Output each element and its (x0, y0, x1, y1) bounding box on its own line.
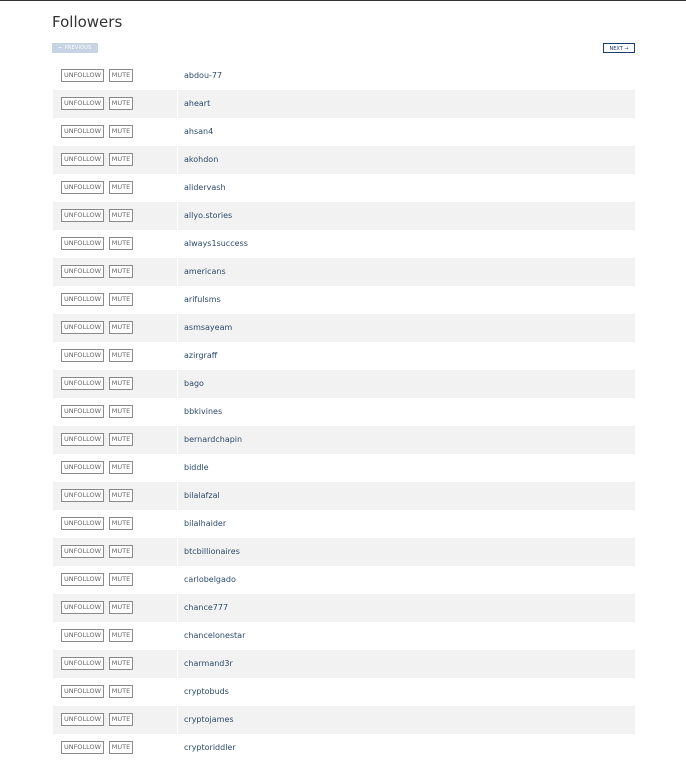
follower-username-link[interactable]: charmand3r (184, 659, 233, 668)
follower-row (53, 566, 635, 594)
column-divider (177, 286, 178, 314)
mute-button[interactable]: MUTE (109, 601, 133, 614)
unfollow-button[interactable]: UNFOLLOW (61, 265, 104, 278)
column-divider (177, 566, 178, 594)
column-divider (177, 594, 178, 622)
mute-button[interactable]: MUTE (109, 517, 133, 530)
mute-button[interactable]: MUTE (109, 293, 133, 306)
follower-username-link[interactable]: btcbillionaires (184, 547, 240, 556)
follower-row (53, 482, 635, 510)
unfollow-button[interactable]: UNFOLLOW (61, 153, 104, 166)
follower-username-link[interactable]: biddle (184, 463, 209, 472)
follower-username-link[interactable]: alidervash (184, 183, 226, 192)
follower-row (53, 146, 635, 174)
column-divider (177, 734, 178, 762)
follower-row (53, 202, 635, 230)
unfollow-button[interactable]: UNFOLLOW (61, 517, 104, 530)
mute-button[interactable]: MUTE (109, 573, 133, 586)
follower-username-link[interactable]: ahsan4 (184, 127, 214, 136)
mute-button[interactable]: MUTE (109, 741, 133, 754)
next-page-button[interactable]: NEXT → (603, 43, 635, 53)
followers-list (53, 62, 635, 762)
unfollow-button[interactable]: UNFOLLOW (61, 489, 104, 502)
follower-username-link[interactable]: cryptojames (184, 715, 234, 724)
follower-username-link[interactable]: azirgraff (184, 351, 218, 360)
mute-button[interactable]: MUTE (109, 713, 133, 726)
unfollow-button[interactable]: UNFOLLOW (61, 69, 104, 82)
follower-row (53, 90, 635, 118)
unfollow-button[interactable]: UNFOLLOW (61, 573, 104, 586)
follower-username-link[interactable]: chancelonestar (184, 631, 246, 640)
follower-username-link[interactable]: bago (184, 379, 204, 388)
follower-username-link[interactable]: cryptoriddler (184, 743, 236, 752)
unfollow-button[interactable]: UNFOLLOW (61, 97, 104, 110)
unfollow-button[interactable]: UNFOLLOW (61, 601, 104, 614)
previous-page-button[interactable]: ← PREVIOUS (52, 43, 98, 53)
unfollow-button[interactable]: UNFOLLOW (61, 713, 104, 726)
follower-username-link[interactable]: bernardchapin (184, 435, 243, 444)
follower-row (53, 370, 635, 398)
unfollow-button[interactable]: UNFOLLOW (61, 125, 104, 138)
follower-username-link[interactable]: bilalafzal (184, 491, 220, 500)
column-divider (177, 202, 178, 230)
unfollow-button[interactable]: UNFOLLOW (61, 545, 104, 558)
unfollow-button[interactable]: UNFOLLOW (61, 657, 104, 670)
column-divider (177, 426, 178, 454)
unfollow-button[interactable]: UNFOLLOW (61, 433, 104, 446)
follower-username-link[interactable]: chance777 (184, 603, 229, 612)
follower-username-link[interactable]: arifulsms (184, 295, 221, 304)
unfollow-button[interactable]: UNFOLLOW (61, 293, 104, 306)
unfollow-button[interactable]: UNFOLLOW (61, 405, 104, 418)
follower-row (53, 650, 635, 678)
follower-username-link[interactable]: always1success (184, 239, 248, 248)
column-divider (177, 230, 178, 258)
mute-button[interactable]: MUTE (109, 433, 133, 446)
unfollow-button[interactable]: UNFOLLOW (61, 209, 104, 222)
column-divider (177, 90, 178, 118)
unfollow-button[interactable]: UNFOLLOW (61, 349, 104, 362)
follower-username-link[interactable]: cryptobuds (184, 687, 229, 696)
unfollow-button[interactable]: UNFOLLOW (61, 321, 104, 334)
mute-button[interactable]: MUTE (109, 461, 133, 474)
follower-row (53, 62, 635, 90)
mute-button[interactable]: MUTE (109, 657, 133, 670)
follower-row (53, 538, 635, 566)
unfollow-button[interactable]: UNFOLLOW (61, 629, 104, 642)
unfollow-button[interactable]: UNFOLLOW (61, 741, 104, 754)
follower-row (53, 398, 635, 426)
follower-row (53, 230, 635, 258)
follower-row (53, 734, 635, 762)
follower-row (53, 454, 635, 482)
follower-row (53, 286, 635, 314)
unfollow-button[interactable]: UNFOLLOW (61, 181, 104, 194)
column-divider (177, 706, 178, 734)
mute-button[interactable]: MUTE (109, 349, 133, 362)
column-divider (177, 510, 178, 538)
column-divider (177, 314, 178, 342)
mute-button[interactable]: MUTE (109, 489, 133, 502)
mute-button[interactable]: MUTE (109, 69, 133, 82)
mute-button[interactable]: MUTE (109, 97, 133, 110)
column-divider (177, 118, 178, 146)
mute-button[interactable]: MUTE (109, 209, 133, 222)
follower-row (53, 118, 635, 146)
column-divider (177, 62, 178, 90)
column-divider (177, 482, 178, 510)
column-divider (177, 678, 178, 706)
follower-row (53, 426, 635, 454)
mute-button[interactable]: MUTE (109, 629, 133, 642)
follower-row (53, 678, 635, 706)
follower-row (53, 594, 635, 622)
mute-button[interactable]: MUTE (109, 405, 133, 418)
mute-button[interactable]: MUTE (109, 377, 133, 390)
follower-username-link[interactable]: carlobelgado (184, 575, 236, 584)
unfollow-button[interactable]: UNFOLLOW (61, 237, 104, 250)
follower-username-link[interactable]: allyo.stories (184, 211, 233, 220)
mute-button[interactable]: MUTE (109, 181, 133, 194)
follower-row (53, 342, 635, 370)
follower-username-link[interactable]: bilalhaider (184, 519, 227, 528)
page-title: Followers (52, 13, 123, 31)
column-divider (177, 454, 178, 482)
column-divider (177, 174, 178, 202)
unfollow-button[interactable]: UNFOLLOW (61, 377, 104, 390)
follower-row (53, 174, 635, 202)
follower-row (53, 258, 635, 286)
column-divider (177, 650, 178, 678)
column-divider (177, 146, 178, 174)
follower-row (53, 510, 635, 538)
mute-button[interactable]: MUTE (109, 237, 133, 250)
follower-row (53, 314, 635, 342)
follower-username-link[interactable]: asmsayeam (184, 323, 233, 332)
follower-row (53, 706, 635, 734)
column-divider (177, 370, 178, 398)
column-divider (177, 538, 178, 566)
column-divider (177, 258, 178, 286)
mute-button[interactable]: MUTE (109, 545, 133, 558)
follower-username-link[interactable]: akohdon (184, 155, 219, 164)
mute-button[interactable]: MUTE (109, 685, 133, 698)
mute-button[interactable]: MUTE (109, 153, 133, 166)
unfollow-button[interactable]: UNFOLLOW (61, 461, 104, 474)
follower-row (53, 622, 635, 650)
column-divider (177, 398, 178, 426)
mute-button[interactable]: MUTE (109, 321, 133, 334)
follower-username-link[interactable]: aheart (184, 99, 211, 108)
column-divider (177, 622, 178, 650)
mute-button[interactable]: MUTE (109, 265, 133, 278)
follower-username-link[interactable]: bbkivines (184, 407, 223, 416)
mute-button[interactable]: MUTE (109, 125, 133, 138)
follower-username-link[interactable]: americans (184, 267, 226, 276)
unfollow-button[interactable]: UNFOLLOW (61, 685, 104, 698)
follower-username-link[interactable]: abdou-77 (184, 71, 223, 80)
column-divider (177, 342, 178, 370)
